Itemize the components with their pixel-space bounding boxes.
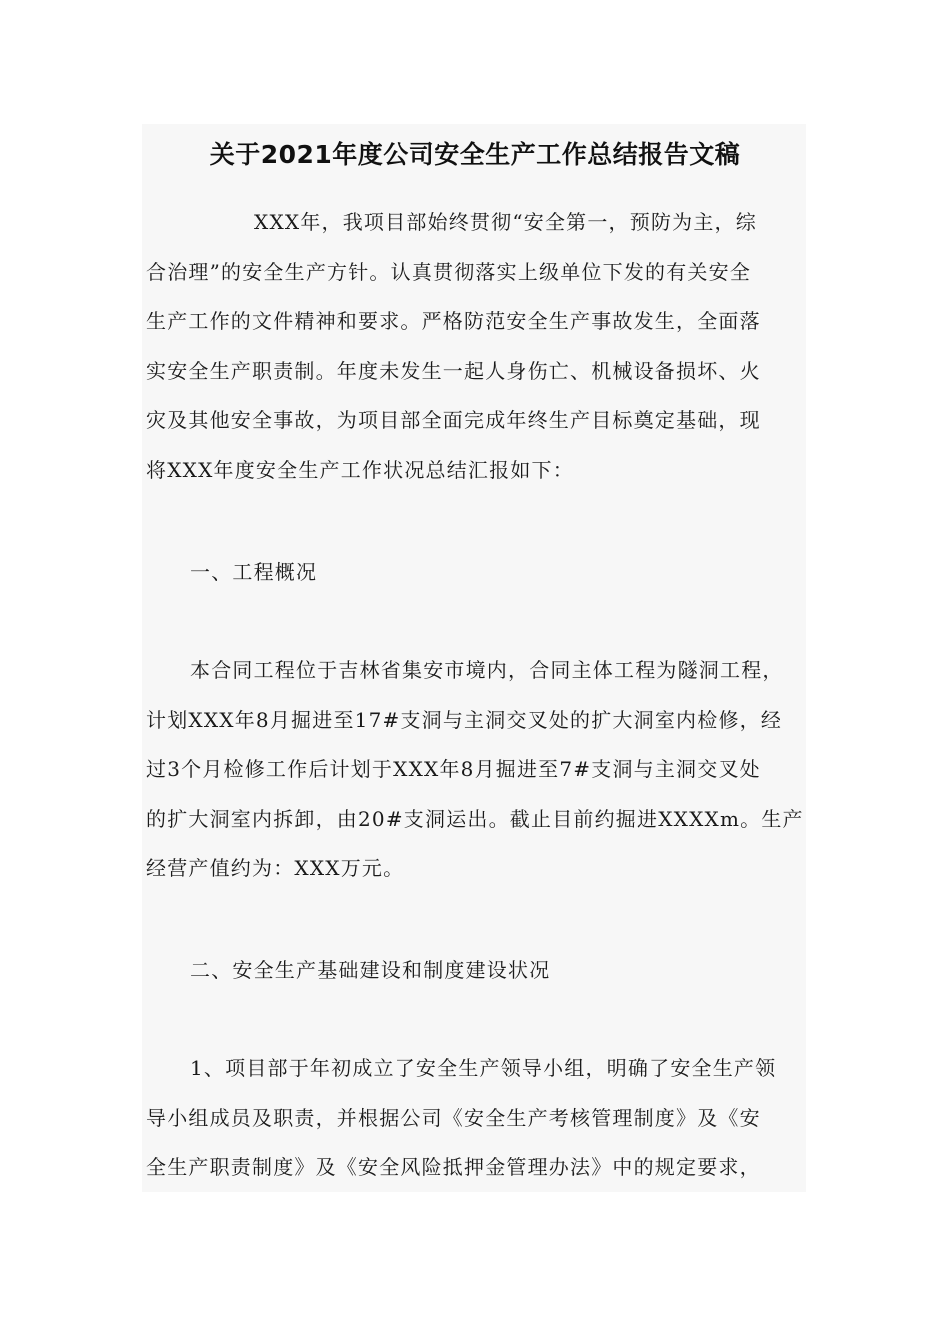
- section-heading-2: 二、安全生产基础建设和制度建设状况: [190, 958, 551, 982]
- document-title: 关于2021年度公司安全生产工作总结报告文稿: [209, 140, 741, 169]
- section-2-paragraph: [146, 1044, 806, 1193]
- section-1-line: 的扩大洞室内拆卸，由20#支洞运出。截止目前约掘进XXXXm。生产: [146, 806, 804, 831]
- section-2-line: 导小组成员及职责，并根据公司《安全生产考核管理制度》及《安: [146, 1105, 761, 1130]
- intro-line: 灾及其他安全事故，为项目部全面完成年终生产目标奠定基础，现: [146, 408, 761, 432]
- section-1-line: 过3个月检修工作后计划于XXX年8月掘进至7#支洞与主洞交叉处: [146, 757, 761, 781]
- section-2-line: 1、项目部于年初成立了安全生产领导小组，明确了安全生产领: [190, 1056, 777, 1080]
- intro-line: 实安全生产职责制。年度未发生一起人身伤亡、机械设备损坏、火: [146, 358, 761, 383]
- intro-line: XXX年，我项目部始终贯彻“安全第一，预防为主，综: [254, 210, 757, 234]
- section-1-line: 计划XXX年8月掘进至17#支洞与主洞交叉处的扩大洞室内检修，经: [146, 707, 783, 732]
- section-1-line: 经营产值约为：XXX万元。: [146, 856, 405, 880]
- section-heading-1: 一、工程概况: [190, 560, 318, 584]
- section-1-line: 本合同工程位于吉林省集安市境内，合同主体工程为隧洞工程，: [190, 658, 784, 682]
- section-1-paragraph: [146, 646, 806, 894]
- section-2-line: 全生产职责制度》及《安全风险抵押金管理办法》中的规定要求，: [146, 1155, 761, 1179]
- intro-paragraph: [146, 198, 806, 495]
- intro-line: 将XXX年度安全生产工作状况总结汇报如下：: [146, 457, 574, 482]
- intro-line: 合治理”的安全生产方针。认真贯彻落实上级单位下发的有关安全: [146, 259, 752, 284]
- intro-line: 生产工作的文件精神和要求。严格防范安全生产事故发生，全面落: [146, 309, 761, 333]
